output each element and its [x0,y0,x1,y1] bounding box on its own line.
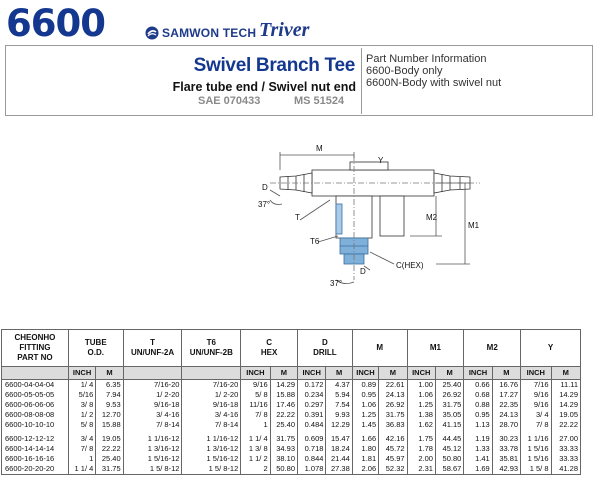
table-cell: 0.609 [298,434,326,444]
table-cell: 1/ 4 [68,380,95,391]
table-cell: 22.22 [551,420,580,430]
table-cell: 1.81 [352,454,378,464]
table-row [2,410,581,420]
table-cell: 19.05 [96,434,123,444]
table-cell: 1/ 2-20 [182,390,241,400]
table-row [2,420,581,430]
table-cell: 1 5/ 8-12 [182,464,241,475]
table-cell: 1 5/16 [521,444,551,454]
table-cell: 15.88 [270,390,297,400]
product-subtitle: Flare tube end / Swivel nut end [172,80,356,94]
samwon-brand-text: SAMWON TECH [162,26,257,40]
table-cell: 4.37 [326,380,352,391]
table-cell: 1.06 [407,390,435,400]
table-cell: 2 [241,464,270,475]
table-cell: 0.66 [464,380,492,391]
table-cell: 0.88 [464,400,492,410]
table-cell: 41.15 [435,420,463,430]
product-title: Swivel Branch Tee [193,55,355,76]
table-cell: 2.00 [407,454,435,464]
dim-c-hex: C(HEX) [396,261,424,270]
table-cell: 7/ 8 [68,444,95,454]
th-part-no: CHEONHO FITTING PART NO [2,330,69,367]
table-cell: 1.06 [352,400,378,410]
table-cell: 3/ 4 [68,434,95,444]
table-cell: 1.62 [407,420,435,430]
table-cell: 1.078 [298,464,326,475]
table-cell: 1.33 [464,444,492,454]
table-cell: 7.54 [326,400,352,410]
table-cell: 1 5/ 8 [521,464,551,475]
table-cell: 6.35 [96,380,123,391]
table-cell: 9/16 [521,390,551,400]
table-cell: 1 1/16-12 [182,434,241,444]
table-cell: 25.40 [270,420,297,430]
table-cell: 7/16-20 [123,380,182,391]
table-row [2,390,581,400]
table-cell: 22.22 [96,444,123,454]
table-cell: 30.23 [492,434,520,444]
part-number-cell: 6600-12-12-12 [2,434,69,444]
table-cell: 2.31 [407,464,435,475]
table-cell: 0.95 [464,410,492,420]
table-cell: 0.718 [298,444,326,454]
samwon-brand [145,24,256,42]
dim-t: T [295,213,300,222]
table-row [2,380,581,391]
table-cell: 38.10 [270,454,297,464]
table-cell: 5/ 8 [241,390,270,400]
table-cell: 22.61 [379,380,407,391]
table-cell: 5/16 [68,390,95,400]
table-cell: 0.391 [298,410,326,420]
table-cell: 25.40 [96,454,123,464]
table-cell: 1 1/16 [521,434,551,444]
th-tube-od: TUBE O.D. [68,330,123,367]
table-cell: 33.33 [551,444,580,454]
table-cell: 31.75 [435,400,463,410]
table-cell: 22.22 [270,410,297,420]
table-cell: 44.45 [435,434,463,444]
table-cell: 15.47 [326,434,352,444]
table-cell: 9/16-18 [182,400,241,410]
table-cell: 1.45 [352,420,378,430]
table-cell: 1.38 [407,410,435,420]
table-cell: 42.16 [379,434,407,444]
table-cell: 1.13 [464,420,492,430]
table-cell: 1.75 [407,434,435,444]
table-cell: 1.25 [352,410,378,420]
table-cell: 1 3/ 8 [241,444,270,454]
table-cell: 1.41 [464,454,492,464]
part-number-cell: 6600-16-16-16 [2,454,69,464]
table-cell: 1 [241,420,270,430]
part-info-with-nut: 6600N-Body with swivel nut [366,77,502,89]
table-cell: 24.13 [379,390,407,400]
dimension-table [1,329,581,475]
table-cell: 9/16 [241,380,270,391]
table-cell: 9.53 [96,400,123,410]
table-cell: 18.24 [326,444,352,454]
table-cell: 1.66 [352,434,378,444]
table-cell: 19.05 [551,410,580,420]
table-cell: 31.75 [379,410,407,420]
table-cell: 31.75 [96,464,123,475]
standard-ms: MS 51524 [294,95,345,107]
table-cell: 1/ 2-20 [123,390,182,400]
table-cell: 1.78 [407,444,435,454]
standard-sae: SAE 070433 [198,95,261,107]
table-cell: 1.00 [407,380,435,391]
table-cell: 7/ 8 [521,420,551,430]
table-cell: 35.81 [492,454,520,464]
angle-top: 37° [258,200,271,209]
table-cell: 2.06 [352,464,378,475]
fitting-drawing [240,140,570,300]
table-cell: 1.19 [464,434,492,444]
part-number-cell: 6600-05-05-05 [2,390,69,400]
table-cell: 45.12 [435,444,463,454]
table-cell: 1 3/16-12 [123,444,182,454]
samwon-logo-icon [145,26,159,40]
table-cell: 27.00 [551,434,580,444]
table-cell: 58.67 [435,464,463,475]
table-cell: 3/ 4-16 [182,410,241,420]
dim-d-bottom: D [360,267,366,276]
table-cell: 27.38 [326,464,352,475]
table-cell: 7/16 [521,380,551,391]
table-cell: 3/ 8 [68,400,95,410]
th-d-drill: D DRILL [298,330,353,367]
th-t: T UN/UNF-2A [123,330,182,367]
table-cell: 7/ 8-14 [182,420,241,430]
table-cell: 14.29 [551,400,580,410]
table-cell: 1 5/16 [521,454,551,464]
table-cell: 1.80 [352,444,378,454]
table-cell: 1 1/ 2 [241,454,270,464]
part-number-cell: 6600-08-08-08 [2,410,69,420]
table-cell: 45.72 [379,444,407,454]
table-cell: 17.46 [270,400,297,410]
table-cell: 7/ 8-14 [123,420,182,430]
dim-m2: M2 [426,213,438,222]
table-cell: 1 [68,454,95,464]
table-cell: 11.11 [551,380,580,391]
table-cell: 5.94 [326,390,352,400]
table-cell: 22.35 [492,400,520,410]
th-m: M [352,330,407,367]
th-y: Y [521,330,581,367]
table-cell: 15.88 [96,420,123,430]
table-cell: 50.80 [270,464,297,475]
table-cell: 7/16-20 [182,380,241,391]
part-number-cell: 6600-20-20-20 [2,464,69,475]
dim-m: M [316,144,323,153]
part-info-heading: Part Number Information [366,53,487,65]
table-cell: 41.28 [551,464,580,475]
table-cell: 0.68 [464,390,492,400]
part-number-cell: 6600-10-10-10 [2,420,69,430]
part-info-body-only: 6600-Body only [366,65,443,77]
th-m2: M2 [464,330,521,367]
table-row [2,464,581,475]
table-cell: 11/16 [241,400,270,410]
table-cell: 25.40 [435,380,463,391]
table-cell: 1 1/ 4 [68,464,95,475]
part-number-cell: 6600-04-04-04 [2,380,69,391]
table-cell: 0.95 [352,390,378,400]
table-cell: 1/ 2 [68,410,95,420]
table-cell: 17.27 [492,390,520,400]
table-cell: 1 5/ 8-12 [123,464,182,475]
table-cell: 26.92 [379,400,407,410]
table-cell: 42.93 [492,464,520,475]
table-cell: 28.70 [492,420,520,430]
table-cell: 3/ 4-16 [123,410,182,420]
part-number-cell: 6600-06-06-06 [2,400,69,410]
table-cell: 0.172 [298,380,326,391]
table-cell: 7.94 [96,390,123,400]
table-row [2,434,581,444]
table-cell: 5/ 8 [68,420,95,430]
dim-t6: T6 [310,237,320,246]
table-row [2,444,581,454]
table-cell: 1.69 [464,464,492,475]
table-cell: 16.76 [492,380,520,391]
table-cell: 14.29 [270,380,297,391]
table-cell: 0.297 [298,400,326,410]
table-cell: 1 5/16-12 [123,454,182,464]
table-cell: 26.92 [435,390,463,400]
table-cell: 1 1/16-12 [123,434,182,444]
table-cell: 9.93 [326,410,352,420]
table-cell: 1 1/ 4 [241,434,270,444]
table-cell: 1 3/16-12 [182,444,241,454]
table-cell: 36.83 [379,420,407,430]
table-cell: 21.44 [326,454,352,464]
th-c-hex: C HEX [241,330,298,367]
table-cell: 9/16 [521,400,551,410]
table-cell: 35.05 [435,410,463,420]
table-cell: 12.29 [326,420,352,430]
th-t6: T6 UN/UNF-2B [182,330,241,367]
table-cell: 33.78 [492,444,520,454]
dim-d-top: D [262,183,268,192]
table-row [2,454,581,464]
units-row: INCH M INCH M INCH M INCH M INCH M INCH M INCH M [2,367,581,380]
table-row [2,400,581,410]
table-cell: 50.80 [435,454,463,464]
table-cell: 3/ 4 [521,410,551,420]
table-cell: 33.33 [551,454,580,464]
table-cell: 12.70 [96,410,123,420]
triver-brand: Triver [259,19,310,41]
table-cell: 9/16-18 [123,400,182,410]
table-cell: 1 5/16-12 [182,454,241,464]
table-cell: 52.32 [379,464,407,475]
table-cell: 24.13 [492,410,520,420]
dim-y: Y [378,156,384,165]
table-cell: 31.75 [270,434,297,444]
table-cell: 45.97 [379,454,407,464]
table-cell: 0.844 [298,454,326,464]
table-cell: 14.29 [551,390,580,400]
table-cell: 34.93 [270,444,297,454]
th-m1: M1 [407,330,464,367]
table-cell: 0.89 [352,380,378,391]
model-number: 6600 [6,2,105,45]
title-divider [361,48,362,114]
table-cell: 1.25 [407,400,435,410]
angle-bottom: 37° [330,279,343,288]
table-cell: 0.484 [298,420,326,430]
dim-m1: M1 [468,221,480,230]
table-cell: 7/ 8 [241,410,270,420]
part-number-cell: 6600-14-14-14 [2,444,69,454]
table-cell: 0.234 [298,390,326,400]
